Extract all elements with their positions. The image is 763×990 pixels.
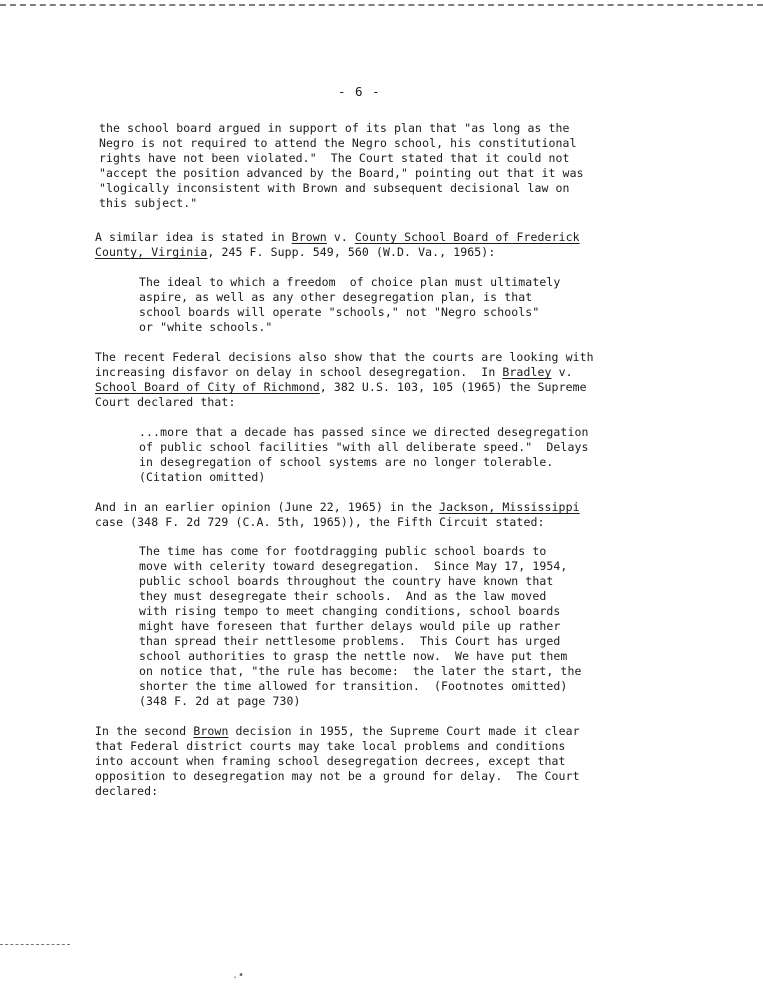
scan-speck: .• (232, 970, 245, 981)
text-line (139, 649, 582, 664)
text-run: v. (551, 365, 573, 379)
text-run: on notice that, "the rule has become: the later the start, the (139, 664, 582, 678)
text-line (139, 320, 560, 335)
text-run: In the second (95, 724, 194, 738)
text-run: ...more that a decade has passed since we directed desegregation (139, 425, 589, 439)
text-line (139, 290, 560, 305)
text-run: "logically inconsistent with Brown and subsequent decisional law on (99, 181, 570, 195)
text-line (99, 181, 584, 196)
case-name-underlined: County School Board of Frederick (354, 230, 580, 244)
text-line (139, 440, 589, 455)
body-paragraph (95, 500, 580, 530)
case-name-underlined: Jackson, Mississippi (439, 500, 580, 514)
text-run: they must desegregate their schools. And as the law moved (139, 589, 547, 603)
case-name-underlined: School Board of City of Richmond (95, 380, 320, 394)
text-run: case (348 F. 2d 729 (C.A. 5th, 1965)), the Fifth Circuit stated: (95, 515, 545, 529)
text-line (95, 350, 594, 365)
text-run: move with celerity toward desegregation. Since May 17, 1954, (139, 559, 568, 573)
text-run: decision in 1955, the Supreme Court made it clear (228, 724, 580, 738)
text-run: , 382 U.S. 103, 105 (1965) the Supreme (319, 380, 587, 394)
text-line (95, 230, 580, 245)
text-run: A similar idea is stated in (95, 230, 292, 244)
text-line (139, 455, 589, 470)
text-line (99, 196, 584, 211)
text-line (139, 619, 582, 634)
text-line (95, 739, 580, 754)
text-run: might have foreseen that further delays would pile up rather (139, 619, 561, 633)
body-paragraph (99, 121, 584, 211)
body-paragraph (95, 350, 594, 410)
case-name-underlined: Brown (193, 724, 229, 738)
text-line (95, 769, 580, 784)
text-run: or "white schools." (139, 320, 273, 334)
text-line (95, 515, 580, 530)
scan-top-border (0, 4, 763, 6)
text-run: than spread their nettlesome problems. This Court has urged (139, 634, 561, 648)
text-line (95, 380, 594, 395)
text-run: shorter the time allowed for transition. (Footnotes omitted) (139, 679, 568, 693)
text-run: And in an earlier opinion (June 22, 1965) in the (95, 500, 440, 514)
text-run: declared: (95, 784, 159, 798)
text-run: Negro is not required to attend the Negro school, his constitutional (99, 136, 577, 150)
text-line (99, 136, 584, 151)
text-line (139, 604, 582, 619)
text-line (95, 500, 580, 515)
text-line (99, 121, 584, 136)
scan-bottom-mark (0, 944, 70, 945)
text-run: of public school facilities "with all deliberate speed." Delays (139, 440, 589, 454)
text-run: this subject." (99, 196, 198, 210)
text-line (139, 425, 589, 440)
text-run: school authorities to grasp the nettle now. We have put them (139, 649, 568, 663)
text-line (95, 784, 580, 799)
text-run: (348 F. 2d at page 730) (139, 694, 301, 708)
text-line (139, 470, 589, 485)
text-line (139, 544, 582, 559)
text-run: in desegregation of school systems are no longer tolerable. (139, 455, 554, 469)
text-line (139, 574, 582, 589)
text-run: aspire, as well as any other desegregation plan, is that (139, 290, 533, 304)
text-run: with rising tempo to meet changing conditions, school boards (139, 604, 561, 618)
text-run: school boards will operate "schools," not "Negro schools" (139, 305, 540, 319)
text-line (139, 275, 560, 290)
text-run: The time has come for footdragging public school boards to (139, 544, 547, 558)
text-line (139, 589, 582, 604)
text-line (95, 754, 580, 769)
text-line (95, 395, 594, 410)
text-run: the school board argued in support of its plan that "as long as the (99, 121, 570, 135)
text-run: , 245 F. Supp. 549, 560 (W.D. Va., 1965): (207, 245, 496, 259)
text-run: that Federal district courts may take local problems and conditions (95, 739, 566, 753)
text-run: into account when framing school desegregation decrees, except that (95, 754, 566, 768)
text-run: rights have not been violated." The Court stated that it could not (99, 151, 570, 165)
block-quote (139, 275, 560, 335)
text-run: opposition to desegregation may not be a ground for delay. The Court (95, 769, 580, 783)
text-line (99, 166, 584, 181)
text-line (139, 634, 582, 649)
text-run: v. (326, 230, 355, 244)
text-line (95, 724, 580, 739)
text-run: increasing disfavor on delay in school desegregation. In (95, 365, 503, 379)
text-line (139, 305, 560, 320)
case-name-underlined: County, Virginia (95, 245, 208, 259)
text-line (139, 694, 582, 709)
text-line (95, 245, 580, 260)
text-line (139, 679, 582, 694)
block-quote (139, 544, 582, 709)
case-name-underlined: Brown (291, 230, 327, 244)
text-line (139, 559, 582, 574)
text-run: public school boards throughout the country have known that (139, 574, 554, 588)
block-quote (139, 425, 589, 485)
text-line (139, 664, 582, 679)
body-paragraph (95, 724, 580, 799)
text-line (95, 365, 594, 380)
page-number: - 6 - (338, 84, 381, 99)
text-run: Court declared that: (95, 395, 236, 409)
body-paragraph (95, 230, 580, 260)
text-run: The ideal to which a freedom of choice plan must ultimately (139, 275, 561, 289)
text-run: "accept the position advanced by the Board," pointing out that it was (99, 166, 584, 180)
text-run: The recent Federal decisions also show that the courts are looking with (95, 350, 594, 364)
text-line (99, 151, 584, 166)
text-run: (Citation omitted) (139, 470, 266, 484)
case-name-underlined: Bradley (502, 365, 552, 379)
